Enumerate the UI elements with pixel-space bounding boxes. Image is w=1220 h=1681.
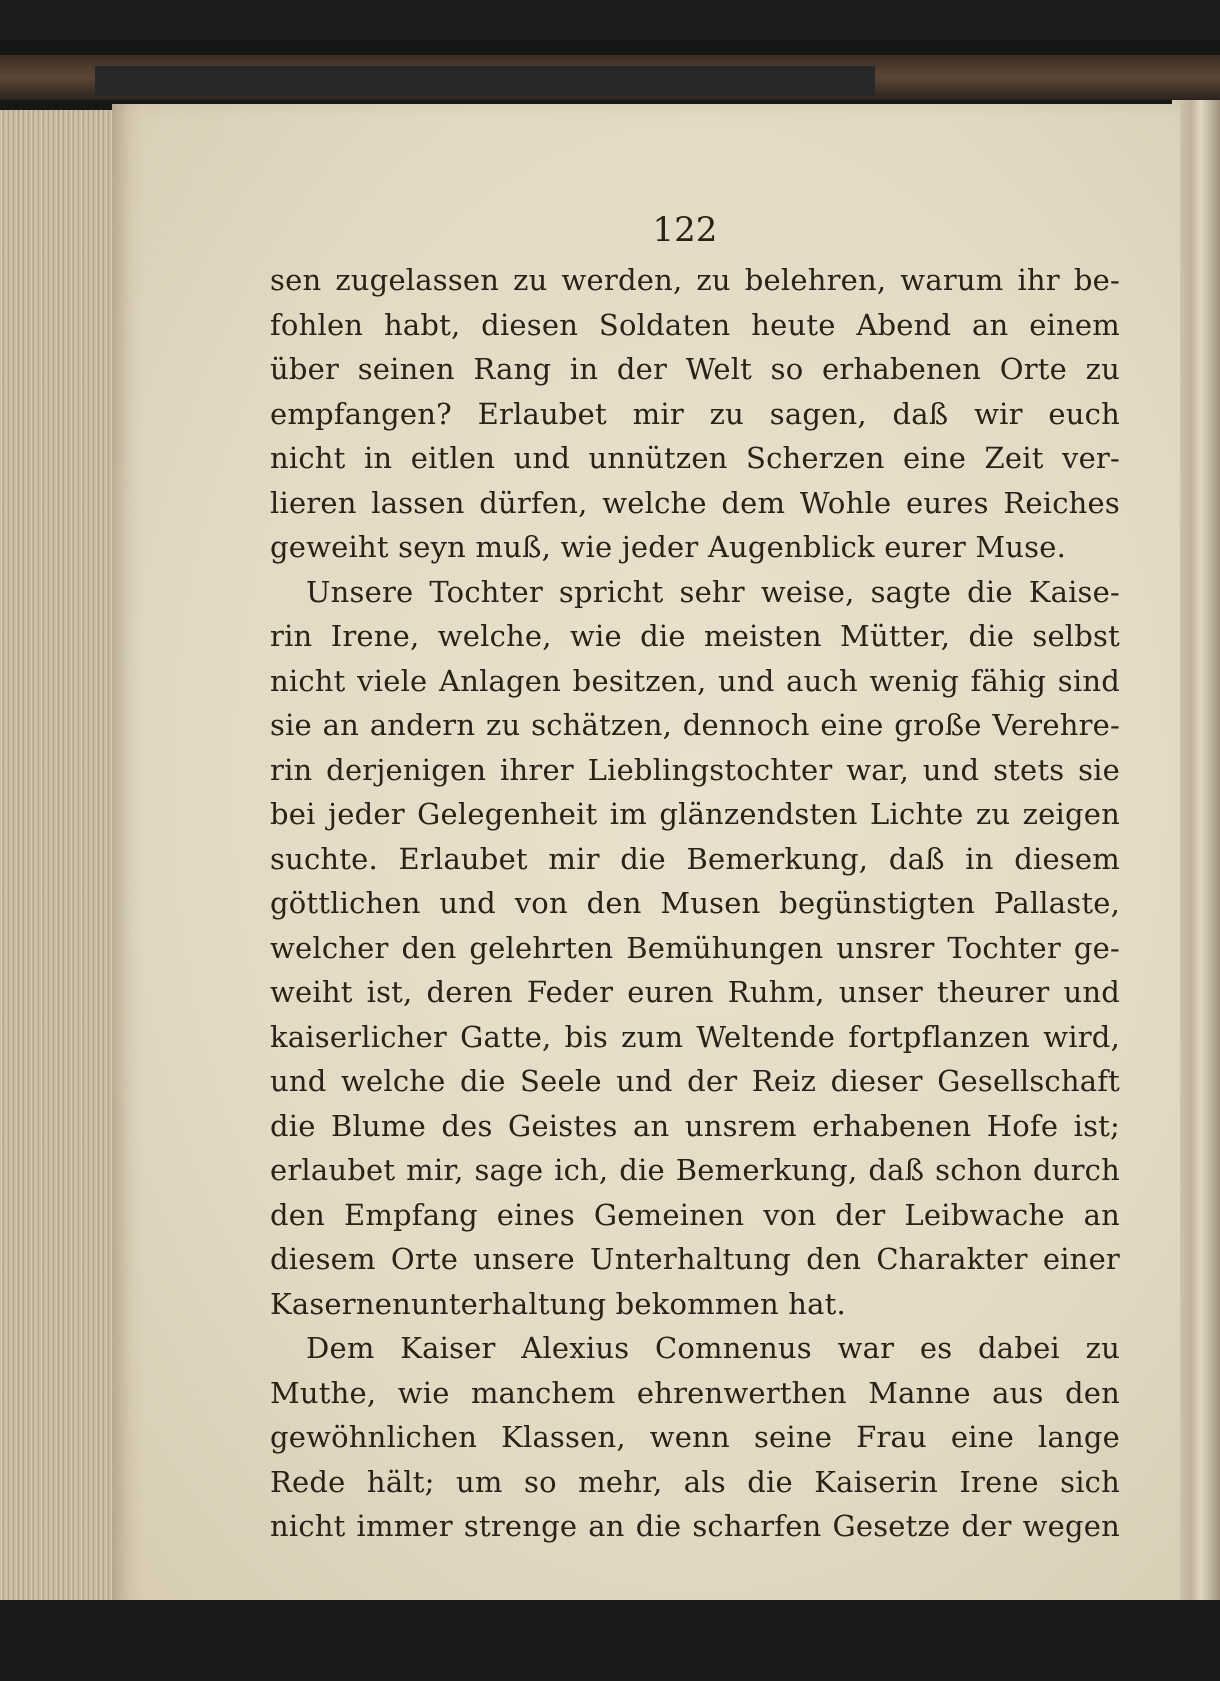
text-line: nicht viele Anlagen besitzen, und auch wenig fähig sind	[270, 663, 1120, 698]
text-line: lieren lassen dürfen, welche dem Wohle eures Reiches	[270, 485, 1120, 520]
text-line: geweiht seyn muß, wie jeder Augenblick eurer Muse.	[270, 530, 1067, 564]
text-line: den Empfang eines Gemeinen von der Leibwache an	[270, 1197, 1120, 1232]
text-line: nicht in eitlen und unnützen Scherzen eine Zeit ver-	[270, 441, 1120, 475]
text-line: bei jeder Gelegenheit im glänzendsten Lichte zu zeigen	[270, 797, 1120, 831]
text-line: Kasernenunterhaltung bekommen hat.	[270, 1286, 846, 1321]
text-line: Dem Kaiser Alexius Comnenus war es dabei zu	[306, 1331, 1120, 1365]
body-text	[270, 258, 1120, 1549]
text-line: weiht ist, deren Feder euren Ruhm, unser theurer und	[270, 975, 1120, 1009]
text-line: rin Irene, welche, wie die meisten Mütter, die selbst	[270, 619, 1120, 653]
text-line: nicht immer strenge an die scharfen Gesetze der wegen	[270, 1509, 1120, 1543]
text-line: gewöhnlichen Klassen, wenn seine Frau eine lange	[270, 1420, 1120, 1454]
text-line: die Blume des Geistes an unsrem erhabenen Hofe ist;	[270, 1108, 1120, 1143]
page-number: 122	[652, 210, 718, 250]
text-line: fohlen habt, diesen Soldaten heute Abend an einem	[270, 307, 1120, 342]
book-cover-stripe	[95, 66, 875, 96]
text-line: erlaubet mir, sage ich, die Bemerkung, daß schon durch	[270, 1153, 1120, 1187]
text-line: suchte. Erlaubet mir die Bemerkung, daß in diesem	[270, 841, 1120, 876]
text-line: göttlichen und von den Musen begünstigten Pallaste,	[270, 886, 1120, 920]
text-line: welcher den gelehrten Bemühungen unsrer Tochter ge-	[270, 930, 1120, 965]
text-line: Muthe, wie manchem ehrenwerthen Manne aus den	[270, 1375, 1120, 1410]
text-line: über seinen Rang in der Welt so erhabenen Orte zu	[270, 352, 1120, 386]
page-edges-left	[0, 110, 118, 1610]
text-line: empfangen? Erlaubet mir zu sagen, daß wir euch	[270, 396, 1120, 431]
text-line: und welche die Seele und der Reiz dieser Gesellschaft	[270, 1064, 1120, 1098]
text-line: sie an andern zu schätzen, dennoch eine große Verehre-	[270, 708, 1120, 742]
text-line: rin derjenigen ihrer Lieblingstochter war, und stets sie	[270, 752, 1120, 787]
background-top	[0, 0, 1220, 40]
text-line: diesem Orte unsere Unterhaltung den Charakter einer	[270, 1242, 1120, 1276]
text-line: Unsere Tochter spricht sehr weise, sagte die Kaise-	[306, 574, 1120, 609]
text-line: sen zugelassen zu werden, zu belehren, warum ihr be-	[270, 263, 1120, 297]
text-line: Rede hält; um so mehr, als die Kaiserin Irene sich	[270, 1464, 1120, 1499]
background-bottom	[0, 1600, 1220, 1681]
text-line: kaiserlicher Gatte, bis zum Weltende fortpflanzen wird,	[270, 1019, 1120, 1054]
